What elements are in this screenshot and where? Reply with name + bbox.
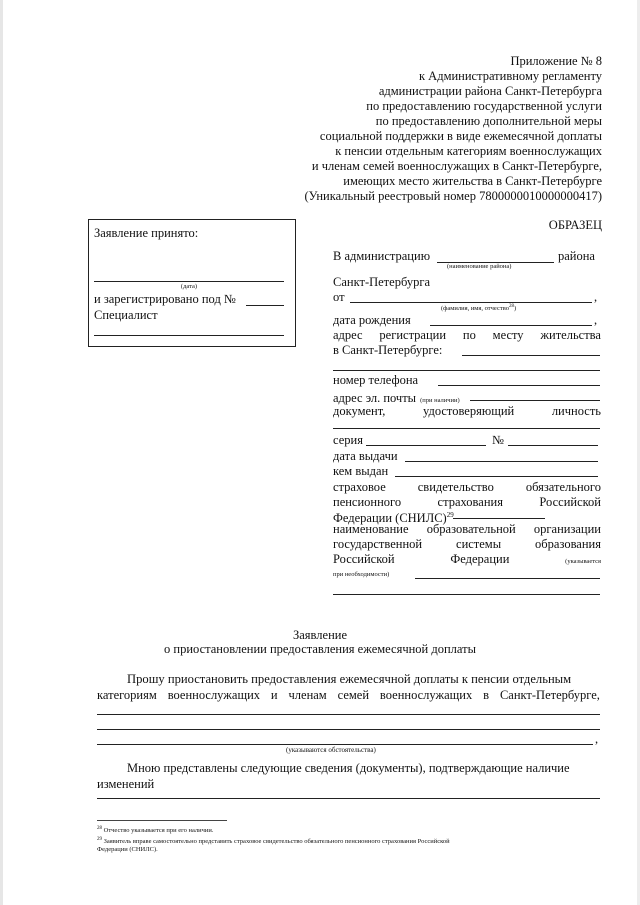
doc-number-line[interactable] <box>508 445 598 446</box>
edu-label-1 <box>333 522 601 537</box>
receipt-specialist: Специалист <box>94 308 158 322</box>
edu-label-3 <box>333 552 601 567</box>
p1-line1: Прошу приостановить предоставления ежемесячной доплаты к пенсии отдельным <box>127 672 572 686</box>
receipt-number-line[interactable] <box>246 305 284 306</box>
series-line[interactable] <box>366 445 486 446</box>
word: категориям <box>97 688 157 702</box>
edu-line-2[interactable] <box>333 594 600 595</box>
scan-edge-left <box>0 0 3 905</box>
sample-mark: ОБРАЗЕЦ <box>548 218 602 232</box>
issued-by-label: кем выдан <box>333 464 389 478</box>
to-admin-label: В администрацию <box>333 249 431 263</box>
circumstances-hint: (указываются обстоятельства) <box>286 746 376 754</box>
header-line: (Уникальный реестровый номер 7800000010000000417) <box>304 189 602 203</box>
phone-line[interactable] <box>438 385 600 386</box>
word: членам <box>288 688 327 702</box>
word: семей <box>337 688 370 702</box>
number-sign: № <box>492 433 504 447</box>
fio-hint <box>441 303 516 313</box>
word: Российской <box>333 552 395 566</box>
header-line: по предоставлению государственной услуги <box>366 99 602 113</box>
address-line-1[interactable] <box>462 355 600 356</box>
word: по <box>462 328 476 342</box>
admin-hint: (наименование района) <box>447 263 512 270</box>
footnote-28 <box>97 825 214 835</box>
comma-mark: , <box>595 732 599 746</box>
phone-label: номер телефона <box>333 373 419 387</box>
word: наименование <box>333 522 409 536</box>
fio-footnote-ref: 28 <box>508 304 514 309</box>
comma-mark: , <box>594 290 598 304</box>
word: государственной <box>333 537 423 551</box>
p2-line1: Мною представлены следующие сведения (документы), подтверждающие наличие <box>127 761 570 775</box>
footnote-29-cont: Федерации (СНИЛС). <box>97 846 158 853</box>
header-line: Приложение № 8 <box>510 54 602 68</box>
footnote-29-text: Заявитель вправе самостоятельно представить страховое свидетельство обязательного пенсионного страхования Российской <box>103 838 450 846</box>
receipt-date-line[interactable] <box>94 281 284 282</box>
snils-footnote-ref: 29 <box>446 511 454 519</box>
circumstances-line-1[interactable] <box>97 714 600 715</box>
word: жительства <box>540 328 601 342</box>
from-label: от <box>333 290 345 304</box>
word: Федерации <box>450 552 510 566</box>
issue-date-line[interactable] <box>405 461 598 462</box>
word: документ, <box>333 404 386 418</box>
address-line-2[interactable] <box>333 370 600 371</box>
receipt-date-hint: (дата) <box>180 283 198 290</box>
p1-line2 <box>97 688 600 703</box>
documents-line[interactable] <box>97 798 600 799</box>
circumstances-line-2[interactable] <box>97 729 600 730</box>
reg-address-label <box>333 328 601 343</box>
edu-hint-a: (указывается <box>565 558 601 565</box>
word: системы <box>456 537 502 551</box>
word: адрес <box>333 328 363 342</box>
header-line: к Административному регламенту <box>418 69 602 83</box>
snils-line[interactable] <box>453 518 545 519</box>
fio-hint-close: ) <box>513 305 517 313</box>
word: свидетельство <box>417 480 494 494</box>
receipt-box <box>88 219 296 347</box>
city-label: Санкт-Петербурга <box>333 275 431 289</box>
word: обязательного <box>525 480 601 494</box>
header-line: по предоставлению дополнительной меры <box>375 114 602 128</box>
application-subtitle: о приостановлении предоставления ежемесячной доплаты <box>164 642 476 656</box>
word: регистрации <box>379 328 447 342</box>
word: и <box>270 688 278 702</box>
email-label: адрес эл. почты <box>333 391 417 405</box>
word: в <box>483 688 490 702</box>
receipt-title: Заявление принято: <box>94 226 199 240</box>
birth-date-line[interactable] <box>430 325 592 326</box>
issued-by-line[interactable] <box>395 476 598 477</box>
header-line: к пенсии отдельным категориям военнослужащих <box>335 144 602 158</box>
in-spb-label: в Санкт-Петербурге: <box>333 343 443 357</box>
word: месту <box>492 328 524 342</box>
footnote-28-text: Отчество указывается при его наличии. <box>103 827 214 835</box>
birth-date-label: дата рождения <box>333 313 411 327</box>
word: военнослужащих <box>379 688 473 702</box>
header-line: и членам семей военнослужащих в Санкт-Петербурге, <box>311 159 602 173</box>
word: личность <box>551 404 601 418</box>
id-doc-line[interactable] <box>333 428 600 429</box>
district-label: района <box>558 249 595 263</box>
application-title: Заявление <box>292 628 347 642</box>
edu-line-1[interactable] <box>415 578 600 579</box>
word: пенсионного <box>333 495 402 509</box>
id-doc-label <box>333 404 601 419</box>
email-line[interactable] <box>470 400 600 401</box>
word: образования <box>535 537 601 551</box>
word: удостоверяющий <box>423 404 515 418</box>
issue-date-label: дата выдачи <box>333 449 398 463</box>
word: Российской <box>539 495 601 509</box>
edu-label-2 <box>333 537 601 552</box>
word: Санкт-Петербурге, <box>499 688 600 702</box>
snils-label-1 <box>333 480 601 495</box>
series-label: серия <box>333 433 363 447</box>
footnote-28-num: 28 <box>97 826 102 831</box>
footnote-29-num: 29 <box>97 837 102 842</box>
edu-hint-b: при необходимости) <box>333 571 390 578</box>
circumstances-line-3[interactable] <box>97 744 593 745</box>
word: военнослужащих <box>167 688 261 702</box>
receipt-registered: и зарегистрировано под № <box>94 292 236 306</box>
word: образовательной <box>426 522 516 536</box>
word: страхования <box>437 495 503 509</box>
receipt-specialist-line[interactable] <box>94 335 284 336</box>
header-line: администрации района Санкт-Петербурга <box>378 84 602 98</box>
fio-hint-text: (фамилия, имя, отчество <box>441 305 509 313</box>
snils-text: Федерации (СНИЛС) <box>333 511 447 526</box>
word: страховое <box>333 480 386 494</box>
header-line: социальной поддержки в виде ежемесячной доплаты <box>319 129 602 143</box>
header-line: имеющих место жительства в Санкт-Петербурге <box>343 174 602 188</box>
footnote-separator <box>97 820 227 821</box>
email-hint: (при наличии) <box>420 397 460 404</box>
word: организации <box>533 522 601 536</box>
footnote-29 <box>97 836 450 846</box>
p2-line2: изменений <box>97 777 155 791</box>
comma-mark: , <box>594 313 598 327</box>
